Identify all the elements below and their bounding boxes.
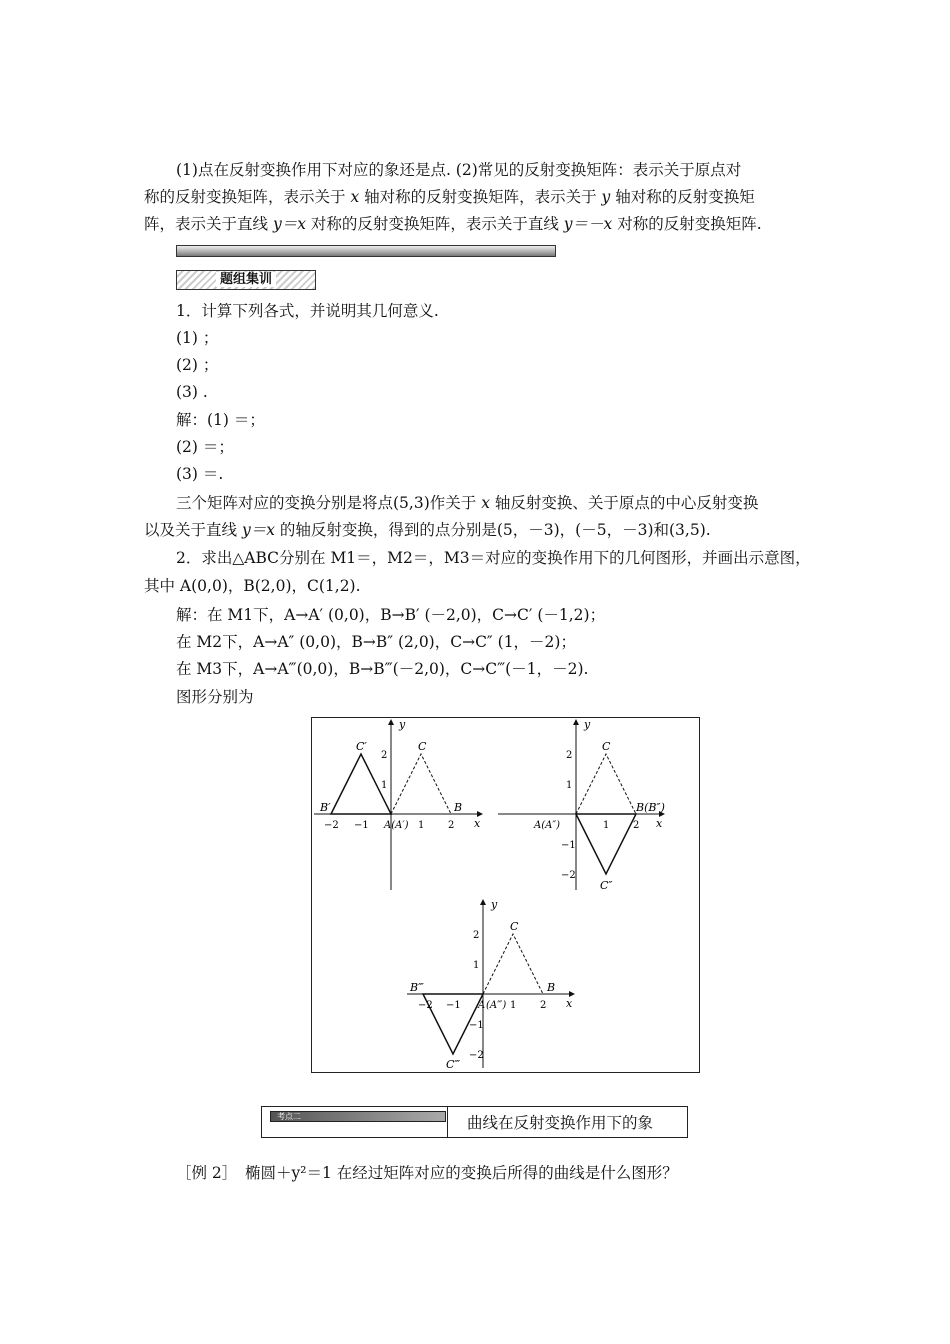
graph-2-tick-x-1: 1 — [603, 820, 610, 831]
graph-1-x-label: x — [474, 817, 481, 830]
graph-2-tick-y-neg2: −2 — [561, 870, 576, 881]
graph-1-label-b-prime: B′ — [320, 801, 331, 814]
graph-1-tick-y-1: 1 — [381, 780, 388, 791]
graph-3-tick-x-1: 1 — [510, 1000, 517, 1011]
graph-3-label-a: A — [478, 1000, 486, 1011]
graph-2-label-c-dprime: C″ — [600, 879, 613, 892]
graph-2-tick-y-neg1: −1 — [561, 840, 576, 851]
q1-part-1: (1) ； — [176, 329, 219, 347]
q2-stem-2: 其中 A(0,0)，B(2,0)，C(1,2). — [144, 577, 361, 595]
graph-1-tick-x-neg2: −2 — [324, 820, 339, 831]
graph-3-x-label: x — [566, 997, 573, 1010]
graph-2 — [498, 718, 665, 892]
graph-1-label-b: B — [454, 801, 463, 814]
graph-2-label-a: A(A″) — [534, 820, 560, 831]
intro-line-2: 称的反射变换矩阵，表示关于 x 轴对称的反射变换矩阵，表示关于 y 轴对称的反射变换矩 — [144, 188, 755, 206]
divider-bar — [176, 245, 556, 257]
graph-1-label-c: C — [418, 740, 427, 753]
graph-3-label-b-tprime: B‴ — [410, 981, 424, 994]
q1-part-3: (3) . — [176, 383, 208, 401]
graph-1-tick-y-2: 2 — [381, 750, 388, 761]
graph-1-label-c-prime: C′ — [356, 740, 367, 753]
q2-solution-1: 解：在 M1下，A→A′ (0,0)，B→B′ (－2,0)，C→C′ (－1,2)； — [176, 606, 606, 624]
graph-3-label-a-tprime: (A‴) — [486, 1000, 507, 1011]
graph-3 — [407, 898, 574, 1071]
graph-3-tick-x-2: 2 — [540, 1000, 547, 1011]
section-tag: 题组集训 — [176, 270, 316, 290]
q2-solution-2: 在 M2下，A→A″ (0,0)，B→B″ (2,0)，C→C″ (1，－2)； — [176, 633, 576, 651]
graph-1-y-label: y — [399, 718, 406, 731]
graph-2-x-label: x — [656, 817, 663, 830]
graph-3-tick-x-neg2: −2 — [418, 1000, 433, 1011]
graph-2-label-c: C — [602, 740, 611, 753]
q1-solution-3: (3) ＝. — [176, 465, 224, 483]
q2-figures-caption: 图形分别为 — [176, 688, 254, 706]
kaodian-title: 曲线在反射变换作用下的象 — [467, 1114, 654, 1132]
graph-2-tick-y-2: 2 — [566, 750, 573, 761]
graph-1-tick-x-2: 2 — [448, 820, 455, 831]
q1-conclusion-1: 三个矩阵对应的变换分别是将点(5,3)作关于 x 轴反射变换、关于原点的中心反射变换 — [176, 494, 759, 512]
kaodian-tag: 考点二 — [270, 1111, 446, 1122]
graph-2-y-label: y — [584, 718, 591, 731]
q1-stem: 1．计算下列各式，并说明其几何意义. — [176, 302, 439, 320]
graph-3-tick-y-neg1: −1 — [469, 1020, 484, 1031]
graph-3-tick-y-neg2: −2 — [469, 1050, 484, 1061]
q1-part-2: (2) ； — [176, 356, 219, 374]
graph-1-triangle-original — [391, 754, 451, 814]
graph-3-label-c-tprime: C‴ — [446, 1058, 461, 1071]
graph-3-label-b: B — [547, 981, 556, 994]
intro-line-1: (1)点在反射变换作用下对应的象还是点. (2)常见的反射变换矩阵：表示关于原点对 — [176, 161, 742, 179]
intro-line-3: 阵，表示关于直线 y＝x 对称的反射变换矩阵，表示关于直线 y＝－x 对称的反射变换矩阵. — [144, 215, 762, 233]
graph-1-tick-x-neg1: −1 — [354, 820, 369, 831]
triangle-reflection-figures — [312, 718, 699, 1072]
graph-3-y-label: y — [491, 898, 498, 911]
graph-2-triangle-original — [576, 754, 636, 814]
graph-2-tick-x-2: 2 — [633, 820, 640, 831]
graph-3-tick-x-neg1: −1 — [446, 1000, 461, 1011]
graph-3-triangle-original — [483, 934, 543, 994]
q2-stem-1: 2．求出△ABC分别在 M1＝，M2＝，M3＝对应的变换作用下的几何图形，并画出示意图， — [176, 549, 811, 567]
kaodian-divider — [447, 1107, 448, 1137]
graph-3-tick-y-1: 1 — [473, 960, 480, 971]
graph-3-tick-y-2: 2 — [473, 930, 480, 941]
q1-conclusion-2: 以及关于直线 y＝x 的轴反射变换，得到的点分别是(5，－3)，(－5，－3)和(3,5). — [144, 521, 711, 539]
graph-1-label-a: A(A′) — [384, 820, 409, 831]
graph-1-tick-x-1: 1 — [418, 820, 425, 831]
example-2: ［例 2］ 椭圆＋y²＝1 在经过矩阵对应的变换后所得的曲线是什么图形？ — [176, 1164, 678, 1182]
graph-3-label-c: C — [510, 920, 519, 933]
q2-solution-3: 在 M3下，A→A‴(0,0)，B→B‴(－2,0)，C→C‴(－1，－2). — [176, 660, 589, 678]
figure-box — [311, 717, 700, 1073]
q1-solution-1: 解：(1) ＝； — [176, 411, 265, 429]
kaodian-header — [261, 1106, 688, 1138]
graph-1 — [314, 718, 482, 890]
graph-2-tick-y-1: 1 — [566, 780, 573, 791]
q1-solution-2: (2) ＝； — [176, 438, 234, 456]
graph-2-label-b: B(B″) — [636, 801, 665, 814]
